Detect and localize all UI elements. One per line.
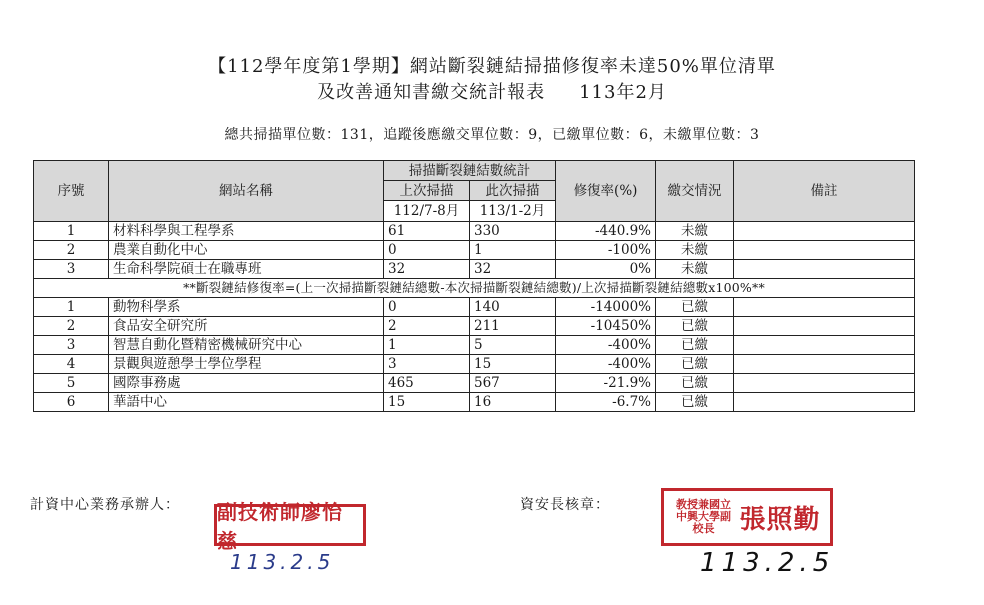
row-rate: -21.9%	[556, 374, 656, 393]
row-seq: 2	[34, 317, 109, 336]
row-site: 食品安全研究所	[109, 317, 384, 336]
row-curr: 15	[470, 355, 556, 374]
header-remarks-label: 備註	[810, 183, 838, 199]
row-seq: 2	[34, 241, 109, 260]
header-remarks	[734, 161, 915, 222]
row-status: 未繳	[656, 260, 734, 279]
report-month: 113年2月	[579, 82, 667, 103]
report-title-line1: 【112學年度第1學期】網站斷裂鏈結掃描修復率未達50%單位清單	[208, 56, 776, 77]
row-curr: 16	[470, 393, 556, 412]
row-curr: 140	[470, 298, 556, 317]
row-remarks	[734, 336, 915, 355]
row-status: 已繳	[656, 336, 734, 355]
row-seq: 6	[34, 393, 109, 412]
row-site: 生命科學院碩士在職專班	[109, 260, 384, 279]
header-submit-status: 繳交情況	[656, 161, 734, 222]
row-status: 已繳	[656, 374, 734, 393]
row-prev: 32	[384, 260, 470, 279]
row-remarks	[734, 222, 915, 241]
row-rate: -400%	[556, 355, 656, 374]
report-title-line2	[0, 78, 984, 104]
row-curr: 330	[470, 222, 556, 241]
row-curr: 1	[470, 241, 556, 260]
row-curr: 5	[470, 336, 556, 355]
row-rate: -400%	[556, 336, 656, 355]
table-row	[34, 355, 915, 374]
table-row	[34, 374, 915, 393]
row-prev: 0	[384, 298, 470, 317]
row-status: 已繳	[656, 298, 734, 317]
formula-note: **斷裂鏈結修復率=(上一次掃描斷裂鏈結總數-本次掃描斷裂鏈結總數)/上次掃描斷裂鏈結總數x100%**	[34, 279, 915, 298]
row-remarks	[734, 393, 915, 412]
row-status: 未繳	[656, 222, 734, 241]
row-prev: 15	[384, 393, 470, 412]
table-row	[34, 298, 915, 317]
handler-stamp: 副技術師廖怡慈	[214, 504, 366, 546]
handler-label: 計資中心業務承辦人：	[30, 497, 180, 513]
row-prev: 2	[384, 317, 470, 336]
table-row	[34, 260, 915, 279]
row-remarks	[734, 260, 915, 279]
row-rate: -100%	[556, 241, 656, 260]
row-site: 材料科學與工程學系	[109, 222, 384, 241]
row-remarks	[734, 298, 915, 317]
row-site: 動物科學系	[109, 298, 384, 317]
row-prev: 3	[384, 355, 470, 374]
row-site: 景觀與遊憩學士學位學程	[109, 355, 384, 374]
row-rate: 0%	[556, 260, 656, 279]
handler-date: 113.2.5	[230, 550, 335, 574]
row-site: 農業自動化中心	[109, 241, 384, 260]
row-seq: 3	[34, 260, 109, 279]
header-this-period: 113/1-2月	[470, 201, 556, 222]
header-scan-group: 掃描斷裂鏈結數統計	[384, 161, 556, 181]
header-repair-rate: 修復率(%)	[556, 161, 656, 222]
report-table	[33, 160, 915, 412]
row-seq: 4	[34, 355, 109, 374]
row-seq: 5	[34, 374, 109, 393]
header-this-scan: 此次掃描	[470, 181, 556, 201]
unsubmitted-rows	[34, 222, 915, 298]
row-rate: -440.9%	[556, 222, 656, 241]
row-site: 國際事務處	[109, 374, 384, 393]
header-site: 網站名稱	[109, 161, 384, 222]
row-seq: 3	[34, 336, 109, 355]
report-title-text: 及改善通知書繳交統計報表	[317, 82, 546, 103]
row-prev: 61	[384, 222, 470, 241]
row-remarks	[734, 355, 915, 374]
row-prev: 0	[384, 241, 470, 260]
header-seq: 序號	[34, 161, 109, 222]
row-seq: 1	[34, 298, 109, 317]
row-remarks	[734, 374, 915, 393]
table-row	[34, 336, 915, 355]
table-row	[34, 317, 915, 336]
submitted-rows	[34, 298, 915, 412]
row-status: 未繳	[656, 241, 734, 260]
row-remarks	[734, 241, 915, 260]
row-seq: 1	[34, 222, 109, 241]
row-curr: 567	[470, 374, 556, 393]
table-row	[34, 222, 915, 241]
row-rate: -10450%	[556, 317, 656, 336]
ciso-stamp-title: 教授兼國立中興大學副校長	[675, 498, 731, 535]
row-prev: 465	[384, 374, 470, 393]
ciso-stamp	[661, 488, 833, 546]
table-row	[34, 241, 915, 260]
row-prev: 1	[384, 336, 470, 355]
row-curr: 32	[470, 260, 556, 279]
row-status: 已繳	[656, 355, 734, 374]
row-status: 已繳	[656, 317, 734, 336]
row-status: 已繳	[656, 393, 734, 412]
row-site: 智慧自動化暨精密機械研究中心	[109, 336, 384, 355]
ciso-date: 113.2.5	[700, 548, 835, 578]
summary-stats: 總共掃描單位數：131，追蹤後應繳交單位數：9，已繳單位數：6，未繳單位數：3	[224, 127, 760, 143]
row-site: 華語中心	[109, 393, 384, 412]
row-curr: 211	[470, 317, 556, 336]
row-rate: -6.7%	[556, 393, 656, 412]
header-prev-period: 112/7-8月	[384, 201, 470, 222]
table-row	[34, 393, 915, 412]
ciso-label: 資安長核章：	[520, 497, 610, 513]
row-rate: -14000%	[556, 298, 656, 317]
row-remarks	[734, 317, 915, 336]
formula-note-row	[34, 279, 915, 298]
header-prev-scan: 上次掃描	[384, 181, 470, 201]
ciso-stamp-name: 張照勤	[739, 504, 821, 535]
